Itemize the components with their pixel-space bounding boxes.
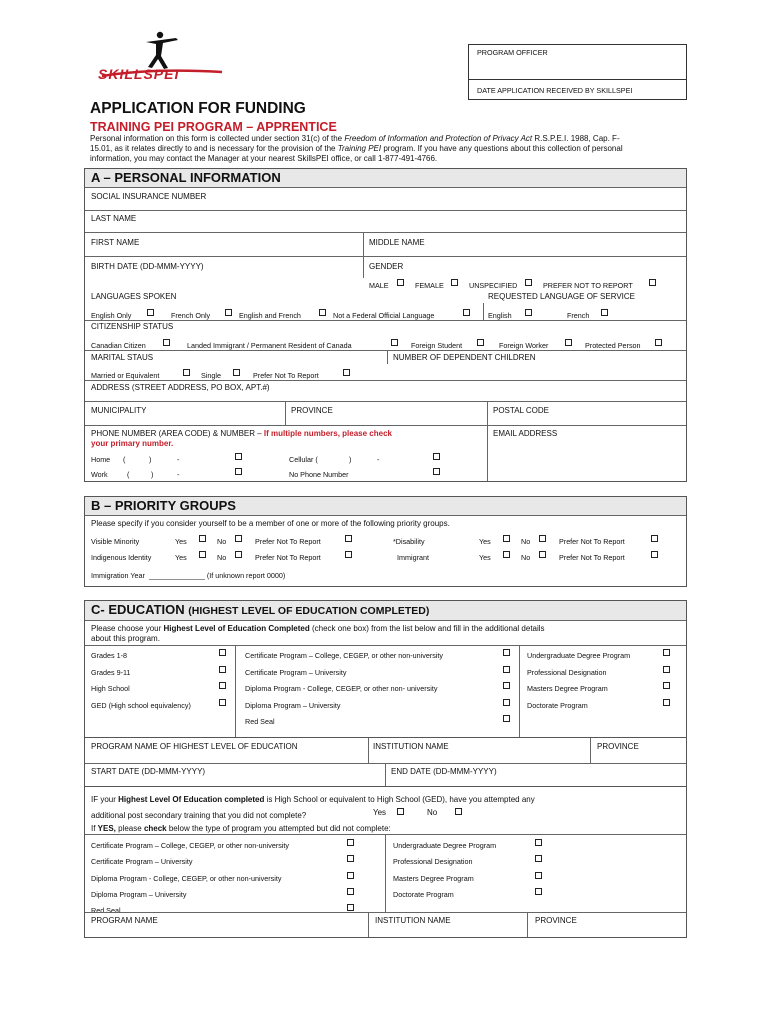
incomplete-question: IF your Highest Level Of Education completed is High School or equivalent to High School (GED), have you attempted any additional post secondary training that you did not complete?	[91, 795, 535, 820]
vm-no: No	[217, 537, 227, 546]
edu-cert-university: Certificate Program – University	[245, 668, 347, 677]
cit-landed-checkbox[interactable]	[391, 339, 398, 346]
lang-french-only-checkbox[interactable]	[225, 309, 232, 316]
gender-unspecified: UNSPECIFIED	[469, 281, 518, 290]
program-name-label: PROGRAM NAME	[91, 916, 158, 925]
gender-prefer-not-checkbox[interactable]	[649, 279, 656, 286]
edu-red-seal-checkbox[interactable]	[503, 715, 510, 722]
lang-english-french: English and French	[239, 311, 301, 320]
phone-label: PHONE NUMBER (AREA CODE) & NUMBER – If multiple numbers, please check your primary number.	[91, 429, 392, 448]
cit-foreign-worker: Foreign Worker	[499, 341, 549, 350]
att-diploma-university: Diploma Program – University	[91, 890, 187, 899]
cit-protected-checkbox[interactable]	[655, 339, 662, 346]
mar-prefer-not: Prefer Not To Report	[253, 371, 319, 380]
cit-canadian: Canadian Citizen	[91, 341, 146, 350]
institution-name-label-2: INSTITUTION NAME	[375, 916, 451, 925]
section-c	[84, 600, 687, 738]
work-paren-close: )	[151, 470, 154, 479]
att-diploma-university-checkbox[interactable]	[347, 888, 354, 895]
cit-foreign-student: Foreign Student	[411, 341, 463, 350]
office-use-box	[468, 44, 687, 100]
first-name-label: FIRST NAME	[91, 238, 140, 247]
home-paren-open: (	[123, 455, 126, 464]
edu-cert-college-checkbox[interactable]	[503, 649, 510, 656]
edu-professional: Professional Designation	[527, 668, 607, 677]
cit-protected: Protected Person	[585, 341, 641, 350]
imm-prefer-checkbox[interactable]	[651, 551, 658, 558]
att-diploma-college-checkbox[interactable]	[347, 872, 354, 879]
req-french: French	[567, 311, 590, 320]
no-phone-checkbox[interactable]	[433, 468, 440, 475]
lang-english-only-checkbox[interactable]	[147, 309, 154, 316]
edu-cert-university-checkbox[interactable]	[503, 666, 510, 673]
phone-work-label: Work	[91, 470, 108, 479]
mar-married-checkbox[interactable]	[183, 369, 190, 376]
att-red-seal-checkbox[interactable]	[347, 904, 354, 911]
province-label: PROVINCE	[291, 406, 333, 415]
institution-name-label: INSTITUTION NAME	[373, 742, 449, 751]
edu-high-school-checkbox[interactable]	[219, 682, 226, 689]
req-english: English	[488, 311, 512, 320]
dis-yes: Yes	[479, 537, 491, 546]
marital-label: MARITAL STAUS	[91, 353, 154, 362]
att-cert-college-checkbox[interactable]	[347, 839, 354, 846]
mar-prefer-not-checkbox[interactable]	[343, 369, 350, 376]
immigrant-label: Immigrant	[397, 553, 429, 562]
if-yes-instruction: If YES, please check below the type of program you attempted but did not complete:	[91, 824, 391, 833]
education-intro: Please choose your Highest Level of Education Completed (check one box) from the list below and fill in the additional details about this program.	[91, 624, 545, 643]
edu-diploma-university-checkbox[interactable]	[503, 699, 510, 706]
address-label: ADDRESS (STREET ADDRESS, PO BOX, APT.#)	[91, 383, 270, 392]
lang-english-french-checkbox[interactable]	[319, 309, 326, 316]
edu-doctorate-checkbox[interactable]	[663, 699, 670, 706]
gender-unspecified-checkbox[interactable]	[525, 279, 532, 286]
mar-single-checkbox[interactable]	[233, 369, 240, 376]
edu-grades-9-11: Grades 9-11	[91, 668, 131, 677]
middle-name-label: MIDDLE NAME	[369, 238, 425, 247]
phone-cellular-primary-checkbox[interactable]	[433, 453, 440, 460]
att-cert-college: Certificate Program – College, CEGEP, or other non-university	[91, 841, 290, 850]
lang-not-official: Not a Federal Official Language	[333, 311, 435, 320]
citizenship-label: CITIZENSHIP STATUS	[91, 322, 174, 331]
att-masters: Masters Degree Program	[393, 874, 474, 883]
program-officer-label: PROGRAM OFFICER	[477, 48, 548, 57]
lang-not-official-checkbox[interactable]	[463, 309, 470, 316]
edu-high-school: High School	[91, 684, 130, 693]
no-phone-label: No Phone Number	[289, 470, 349, 479]
gender-male: MALE	[369, 281, 389, 290]
indigenous-label: Indigenous Identity	[91, 553, 152, 562]
program-name-highest-label: PROGRAM NAME OF HIGHEST LEVEL OF EDUCATION	[91, 742, 298, 751]
edu-undergrad: Undergraduate Degree Program	[527, 651, 631, 660]
section-b-title: B – PRIORITY GROUPS	[85, 497, 686, 516]
edu-professional-checkbox[interactable]	[663, 666, 670, 673]
gender-female: FEMALE	[415, 281, 444, 290]
cit-foreign-worker-checkbox[interactable]	[565, 339, 572, 346]
end-date-label: END DATE (DD-MMM-YYYY)	[391, 767, 497, 776]
disability-label: *Disability	[393, 537, 425, 546]
ind-yes-checkbox[interactable]	[199, 551, 206, 558]
att-cert-university-checkbox[interactable]	[347, 855, 354, 862]
province-label-2: PROVINCE	[535, 916, 577, 925]
edu-grades-1-8: Grades 1-8	[91, 651, 127, 660]
edu-undergrad-checkbox[interactable]	[663, 649, 670, 656]
last-name-label: LAST NAME	[91, 214, 137, 223]
att-doctorate-checkbox[interactable]	[535, 888, 542, 895]
att-doctorate: Doctorate Program	[393, 890, 454, 899]
edu-red-seal: Red Seal	[245, 717, 275, 726]
gender-prefer-not: PREFER NOT TO REPORT	[543, 281, 633, 290]
edu-grades-9-11-checkbox[interactable]	[219, 666, 226, 673]
imm-yes-checkbox[interactable]	[503, 551, 510, 558]
att-undergrad: Undergraduate Degree Program	[393, 841, 497, 850]
work-paren-open: (	[127, 470, 130, 479]
work-dash: -	[177, 470, 180, 479]
edu-diploma-college-checkbox[interactable]	[503, 682, 510, 689]
edu-ged-checkbox[interactable]	[219, 699, 226, 706]
requested-language-label: REQUESTED LANGUAGE OF SERVICE	[488, 292, 635, 301]
phone-cellular-label: Cellular (	[289, 455, 318, 464]
section-a	[84, 168, 687, 482]
edu-doctorate: Doctorate Program	[527, 701, 588, 710]
phone-work-primary-checkbox[interactable]	[235, 468, 242, 475]
mar-single: Single	[201, 371, 221, 380]
gender-male-checkbox[interactable]	[397, 279, 404, 286]
att-professional-checkbox[interactable]	[535, 855, 542, 862]
incomplete-yes-checkbox[interactable]	[397, 808, 404, 815]
dis-prefer-checkbox[interactable]	[651, 535, 658, 542]
dis-no-checkbox[interactable]	[539, 535, 546, 542]
languages-label: LANGUAGES SPOKEN	[91, 292, 177, 301]
dis-prefer: Prefer Not To Report	[559, 537, 625, 546]
email-label: EMAIL ADDRESS	[493, 429, 558, 438]
gender-female-checkbox[interactable]	[451, 279, 458, 286]
ind-no: No	[217, 553, 227, 562]
page-title: APPLICATION FOR FUNDING	[90, 100, 306, 117]
home-dash: -	[177, 455, 180, 464]
dis-no: No	[521, 537, 531, 546]
page-subtitle: TRAINING PEI PROGRAM – APPRENTICE	[90, 120, 337, 134]
postal-code-label: POSTAL CODE	[493, 406, 550, 415]
vm-prefer-checkbox[interactable]	[345, 535, 352, 542]
edu-cert-college: Certificate Program – College, CEGEP, or other non-university	[245, 651, 444, 660]
ind-no-checkbox[interactable]	[235, 551, 242, 558]
incomplete-no: No	[427, 808, 438, 817]
sin-label: SOCIAL INSURANCE NUMBER	[91, 192, 207, 201]
ind-prefer: Prefer Not To Report	[255, 553, 321, 562]
att-professional: Professional Designation	[393, 857, 473, 866]
cell-dash: -	[377, 455, 380, 464]
incomplete-yes: Yes	[373, 808, 387, 817]
edu-ged: GED (High school equivalency)	[91, 701, 191, 710]
phone-home-primary-checkbox[interactable]	[235, 453, 242, 460]
privacy-notice: Personal information on this form is collected under section 31(c) of the Freedom of Information and Protection of Privacy Act R.S.P.E.I. 1988, Cap. F- 15.01, as it relates directly to and is necessary for the provision of the Training PEI program. If you have any questions about this collection of personal information, you may contact the Manager at your nearest SkillsPEI office, or call 1-877-491-4766.	[90, 134, 623, 163]
imm-yes: Yes	[479, 553, 491, 562]
att-masters-checkbox[interactable]	[535, 872, 542, 879]
edu-diploma-university: Diploma Program – University	[245, 701, 341, 710]
section-c-title: C- EDUCATION (HIGHEST LEVEL OF EDUCATION COMPLETED)	[85, 601, 686, 621]
vm-no-checkbox[interactable]	[235, 535, 242, 542]
ind-prefer-checkbox[interactable]	[345, 551, 352, 558]
incomplete-no-checkbox[interactable]	[455, 808, 462, 815]
start-date-label: START DATE (DD-MMM-YYYY)	[91, 767, 206, 776]
municipality-label: MUNICIPALITY	[91, 406, 147, 415]
edu-diploma-college: Diploma Program - College, CEGEP, or other non- university	[245, 684, 438, 693]
att-cert-university: Certificate Program – University	[91, 857, 193, 866]
section-b	[84, 496, 687, 587]
att-diploma-college: Diploma Program - College, CEGEP, or other non-university	[91, 874, 282, 883]
dependents-label: NUMBER OF DEPENDENT CHILDREN	[393, 353, 536, 362]
cell-paren-close: )	[349, 455, 352, 464]
highest-program-table	[84, 737, 687, 787]
cit-canadian-checkbox[interactable]	[163, 339, 170, 346]
gender-label: GENDER	[369, 262, 404, 271]
immigration-year-field[interactable]: ______________	[148, 571, 205, 580]
req-english-checkbox[interactable]	[525, 309, 532, 316]
edu-masters: Masters Degree Program	[527, 684, 608, 693]
imm-no-checkbox[interactable]	[539, 551, 546, 558]
imm-prefer: Prefer Not To Report	[559, 553, 625, 562]
cit-landed: Landed Immigrant / Permanent Resident of Canada	[187, 341, 352, 350]
birth-date-label: BIRTH DATE (DD-MMM-YYYY)	[91, 262, 204, 271]
immigration-year: Immigration Year ______________ (If unknown report 0000)	[91, 571, 286, 580]
priority-intro: Please specify if you consider yourself to be a member of one or more of the following priority groups.	[91, 519, 450, 528]
req-french-checkbox[interactable]	[601, 309, 608, 316]
logo-wordmark: SKILLSPEI	[98, 66, 180, 82]
date-received-label: DATE APPLICATION RECEIVED BY SKILLSPEI	[477, 86, 633, 95]
edu-grades-1-8-checkbox[interactable]	[219, 649, 226, 656]
vm-yes: Yes	[175, 537, 187, 546]
vm-prefer: Prefer Not To Report	[255, 537, 321, 546]
visible-minority-label: Visible Minority	[91, 537, 140, 546]
att-undergrad-checkbox[interactable]	[535, 839, 542, 846]
cit-foreign-student-checkbox[interactable]	[477, 339, 484, 346]
phone-home-label: Home	[91, 455, 111, 464]
lang-english-only: English Only	[91, 311, 132, 320]
vm-yes-checkbox[interactable]	[199, 535, 206, 542]
incomplete-training	[84, 786, 687, 938]
ind-yes: Yes	[175, 553, 187, 562]
lang-french-only: French Only	[171, 311, 211, 320]
home-paren-close: )	[149, 455, 152, 464]
mar-married: Married or Equivalent	[91, 371, 160, 380]
imm-no: No	[521, 553, 531, 562]
section-a-title: A – PERSONAL INFORMATION	[85, 169, 686, 188]
province-label-c: PROVINCE	[597, 742, 639, 751]
att-red-seal: Red Seal	[91, 906, 121, 915]
edu-masters-checkbox[interactable]	[663, 682, 670, 689]
dis-yes-checkbox[interactable]	[503, 535, 510, 542]
